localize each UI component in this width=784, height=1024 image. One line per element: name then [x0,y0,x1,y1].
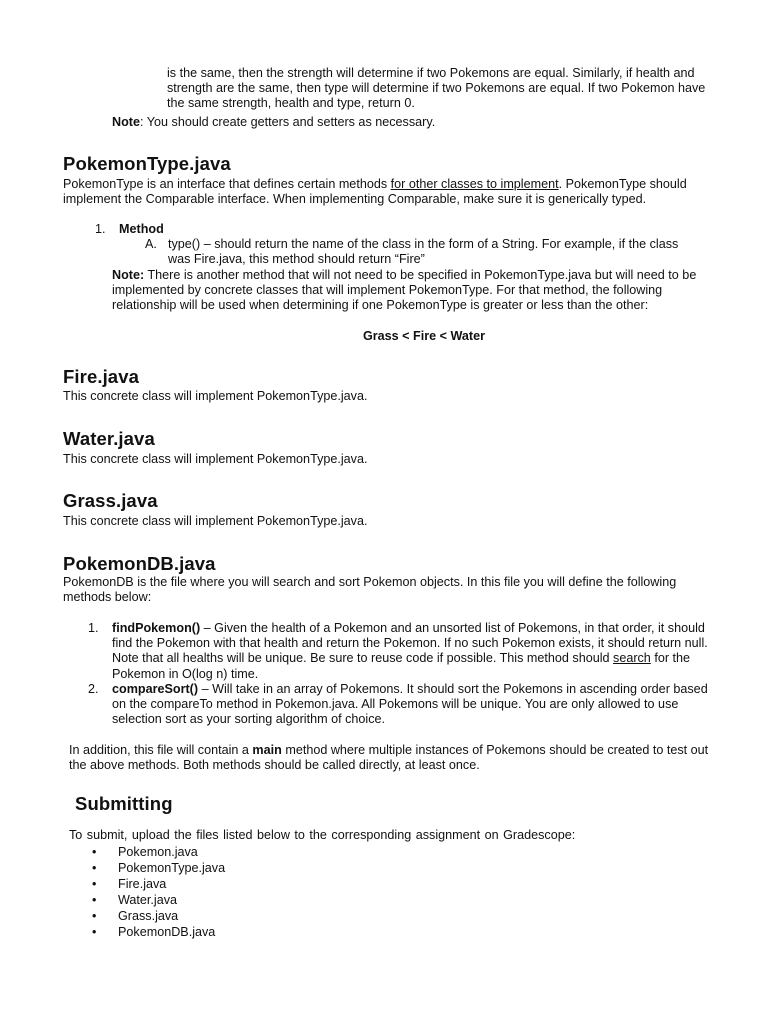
intro-text: is the same, then the strength will determine if two Pokemons are equal. Similarly, if health and strength are the same, then type will determine if two Pokemons are equal. If two Pokemon have the same strength, health and type, return 0. [167,66,706,111]
note-label: Note: [112,268,145,282]
file-name: Grass.java [118,909,179,923]
pokemondb-description: PokemonDB is the file where you will search and sort Pokemon objects. In this file you will define the following methods below: [63,575,677,605]
list-item [92,860,392,876]
note-label: Note [112,115,140,129]
section-heading-grass: Grass.java [63,490,158,511]
method-name: compareSort() [112,681,199,696]
pokemontype-description [63,177,713,207]
file-name: Water.java [118,893,178,907]
list-number: 1. [88,621,99,635]
method-label: Method [119,222,164,236]
addition-text-b: method where multiple instances of Pokemons should be created to test out the above methods. Both methods should be called directly, at least once. [69,743,709,773]
bullet-icon: • [92,893,97,907]
method-name: findPokemon() [112,621,201,635]
section-heading-pokemontype: PokemonType.java [63,153,231,174]
bullet-icon: • [92,909,97,923]
bullet-icon: • [92,861,97,875]
pokemontype-text-a: PokemonType is an interface that defines certain methods [63,177,391,191]
note-text: : You should create getters and setters as necessary. [140,115,436,129]
method-text-a: – Given the health of a Pokemon and an unsorted list of Pokemons, in that order, it should find the Pokemon with that health and return the Pokemon. If no such Pokemon exists, it should return null. Note that all healths will be unique. Be sure to reuse code if possible. This method should [112,621,708,666]
pokemondb-main-note [69,743,709,773]
list-number: 2. [88,681,99,696]
intro-paragraph [167,66,712,112]
pokemontype-note [112,268,712,314]
method-list-item [95,222,715,237]
submission-file-list [92,844,392,940]
list-item [92,908,392,924]
water-description: This concrete class will implement PokemonType.java. [63,452,368,466]
section-heading-pokemondb: PokemonDB.java [63,553,216,574]
type-relation [112,329,736,344]
underlined-word: search [613,651,651,666]
list-item-findpokemon [88,621,713,682]
file-name: PokemonDB.java [118,925,216,939]
pokemondb-method-list [88,621,713,727]
pokemontype-text-b: . PokemonType should implement the Comparable interface. When implementing Comparable, make sure it is generically typed. [63,177,687,207]
method-text: – Will take in an array of Pokemons. It should sort the Pokemons in ascending order based on the compareTo method in Pokemon.java. All Pokemons will be unique. You are only allowed to use selection sort as your sorting algorithm of choice. [112,681,708,727]
file-name: Pokemon.java [118,845,198,859]
list-item [92,876,392,892]
method-list [95,222,715,237]
section-heading-water: Water.java [63,428,155,449]
subitem-text: type() – should return the name of the class in the form of a String. For example, if the class was Fire.java, this method should return “Fire” [168,237,679,267]
method-text-b: for the Pokemon in O(log n) time. [112,651,691,681]
list-item-comparesort [88,682,713,728]
fire-description: This concrete class will implement PokemonType.java. [63,389,368,403]
list-item [92,844,392,860]
method-sublist [145,237,690,267]
grass-description: This concrete class will implement PokemonType.java. [63,514,368,528]
sub-marker: A. [145,237,157,251]
section-heading-fire: Fire.java [63,366,139,387]
bullet-icon: • [92,877,97,891]
addition-text-a: In addition, this file will contain a [69,743,253,757]
submitting-description: To submit, upload the files listed below to the corresponding assignment on Gradescope: [69,828,576,842]
list-number: 1. [95,222,106,236]
file-name: Fire.java [118,877,167,891]
main-keyword: main [252,743,282,757]
list-item [92,892,392,908]
relation-text: Grass < Fire < Water [362,329,486,343]
note-text: There is another method that will not need to be specified in PokemonType.java but will need to be implemented by concrete classes that will implement PokemonType. For that method, the following relationship will be used when determining if one PokemonType is greater or less than the other: [112,268,697,313]
list-item [92,924,392,940]
method-subitem-type [145,237,690,267]
bullet-icon: • [92,925,97,939]
underlined-phrase: for other classes to implement [390,177,559,191]
bullet-icon: • [92,845,97,859]
intro-note [112,115,732,130]
section-heading-submitting: Submitting [75,793,173,814]
file-name: PokemonType.java [118,861,226,875]
